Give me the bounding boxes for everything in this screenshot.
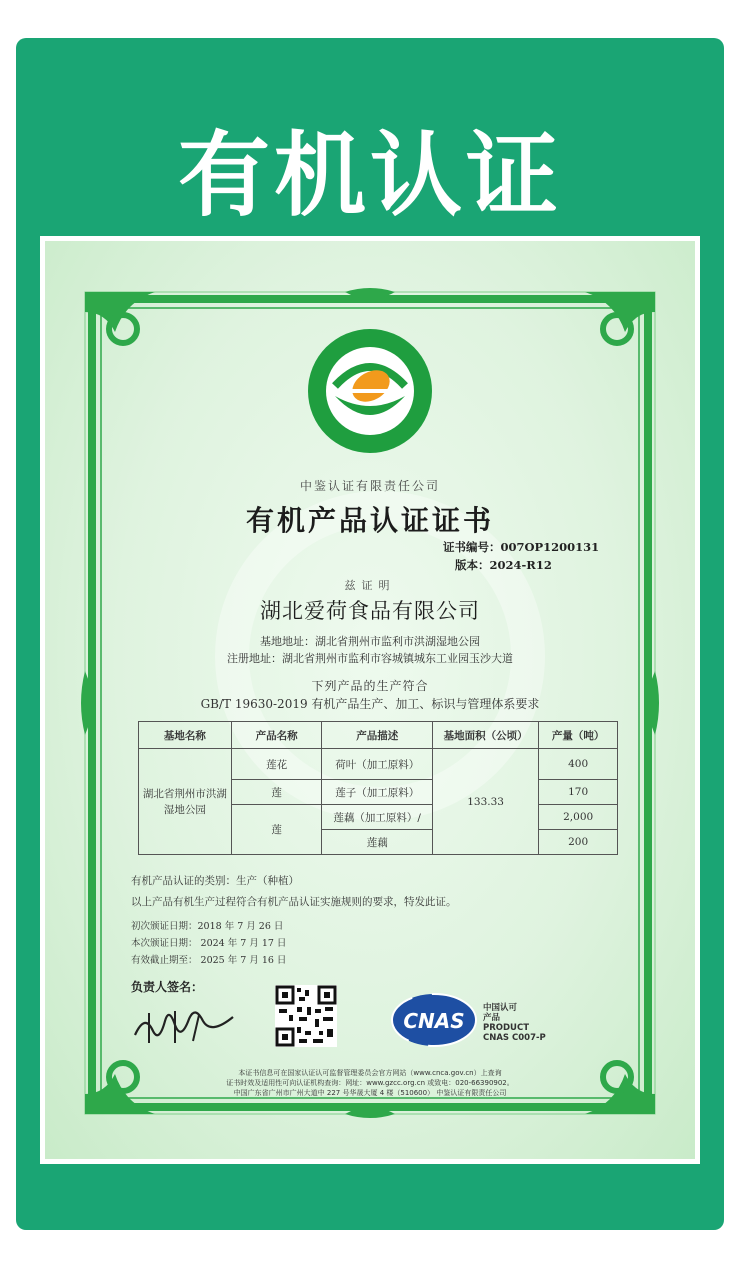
- expiry-date: 有效截止期至： 2025 年 7 月 16 日: [131, 955, 287, 966]
- certificate-version: 版本：2024-R12: [455, 558, 552, 572]
- certificate-title: 有机产品认证证书: [245, 504, 494, 537]
- cnas-line: CNAS C007-P: [483, 1033, 546, 1043]
- conformity-line-1: 下列产品的生产符合: [311, 679, 429, 693]
- signature-image: [129, 1005, 239, 1049]
- cnas-label: [483, 1003, 546, 1043]
- table-header: 产品描述: [322, 722, 432, 749]
- first-issue-date: 初次颁证日期：2018 年 7 月 26 日: [131, 921, 284, 932]
- footer-line: 本证书信息可在国家认证认可监督管理委员会官方网站（www.cnca.gov.cn）上查询: [238, 1069, 502, 1077]
- desc-cell: 荷叶（加工原料）: [322, 749, 432, 780]
- desc-cell: 莲藕: [322, 830, 432, 855]
- registered-address: 注册地址：湖北省荆州市监利市容城镇城东工业园玉沙大道: [227, 652, 513, 665]
- conformity-line-2: GB/T 19630-2019 有机产品生产、加工、标识与管理体系要求: [200, 697, 540, 711]
- issuer-name: 中鉴认证有限责任公司: [299, 479, 440, 493]
- product-cell: 莲: [231, 805, 322, 855]
- cnas-line: 中国认可: [483, 1003, 518, 1013]
- yield-cell: 2,000: [539, 805, 618, 830]
- current-issue-date: 本次颁证日期： 2024 年 7 月 17 日: [131, 938, 287, 949]
- table-header: 产品名称: [231, 722, 322, 749]
- certificate: [45, 241, 695, 1159]
- footer-line: 中国广东省广州市广州大道中 227 号华晟大厦 4 楼（510600） 中鉴认证有限责任公司: [233, 1089, 507, 1097]
- yield-cell: 400: [539, 749, 618, 780]
- certification-statement: 以上产品有机生产过程符合有机产品认证实施规则的要求，特发此证。: [131, 896, 457, 908]
- qr-code-icon: [275, 985, 337, 1047]
- product-cell: 莲: [231, 780, 322, 805]
- base-name-cell: 湖北省荆州市洪湖湿地公园: [139, 749, 232, 855]
- banner-panel: [16, 38, 724, 1230]
- certificate-number: 证书编号：007OP1200131: [443, 540, 600, 554]
- table-header: 产量（吨）: [539, 722, 618, 749]
- organic-logo-icon: [305, 326, 435, 456]
- cnas-mark-text: CNAS: [403, 1009, 465, 1033]
- yield-cell: 200: [539, 830, 618, 855]
- herewith-text: 兹证明: [344, 579, 396, 592]
- table-header: 基地名称: [139, 722, 232, 749]
- area-cell: 133.33: [432, 749, 538, 855]
- yield-cell: 170: [539, 780, 618, 805]
- base-address: 基地地址：湖北省荆州市监利市洪湖湿地公园: [260, 635, 480, 648]
- footer-line: 证书时效及适用性可向认证机构查询：网址：www.gzcc.org.cn 或致电：020-66390902。: [226, 1079, 514, 1087]
- signatory-label: 负责人签名：: [131, 980, 204, 994]
- cnas-line: 产品: [483, 1013, 501, 1023]
- banner-title: 有机认证: [177, 122, 562, 229]
- cnas-line: PRODUCT: [483, 1023, 529, 1033]
- product-table: [138, 721, 618, 855]
- certificate-image: [40, 236, 700, 1164]
- table-row: [139, 749, 618, 780]
- product-cell: 莲花: [231, 749, 322, 780]
- table-header: 基地面积（公顷）: [432, 722, 538, 749]
- desc-cell: 莲子（加工原料）: [322, 780, 432, 805]
- company-name: 湖北爱荷食品有限公司: [260, 599, 480, 623]
- desc-cell: 莲藕（加工原料）/: [322, 805, 432, 830]
- certification-category: 有机产品认证的类别：生产（种植）: [131, 875, 299, 887]
